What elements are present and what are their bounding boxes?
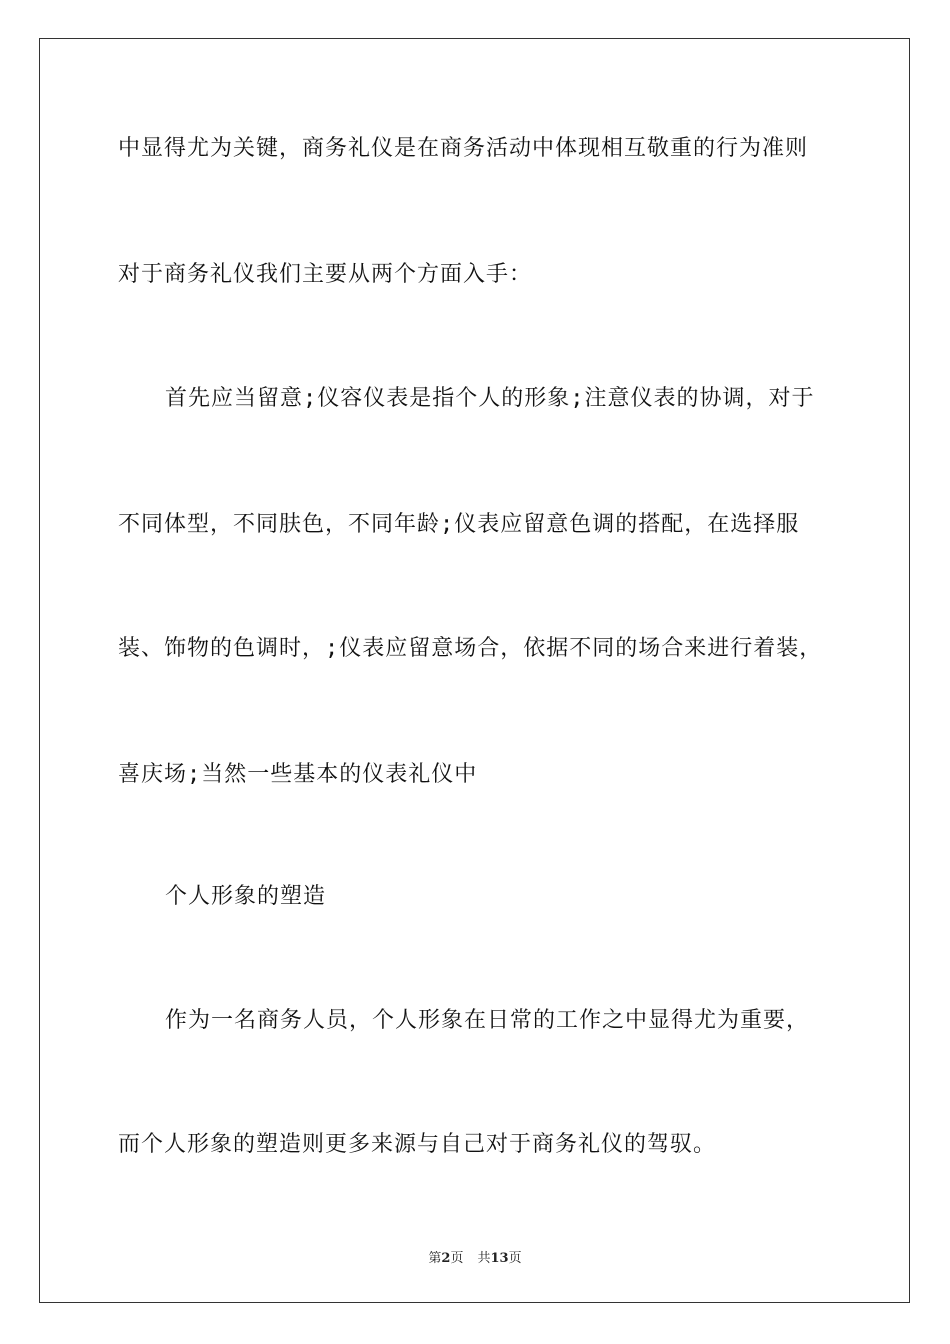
- total-prefix: 共: [477, 1251, 491, 1266]
- total-suffix: 页: [508, 1251, 522, 1266]
- text-line-8: 作为一名商务人员，个人形象在日常的工作之中显得尤为重要，: [165, 1008, 810, 1033]
- text-line-9: 而个人形象的塑造则更多来源与自己对于商务礼仪的驾驭。: [118, 1132, 717, 1157]
- text-line-6: 喜庆场;当然一些基本的仪表礼仪中: [118, 762, 478, 787]
- page-current: 2: [441, 1251, 451, 1266]
- page-prefix: 第: [428, 1251, 442, 1266]
- text-line-1: 中显得尤为关键，商务礼仪是在商务活动中体现相互敬重的行为准则: [118, 136, 809, 161]
- page-footer: [0, 1247, 950, 1266]
- page-total: 13: [490, 1251, 509, 1266]
- text-line-4: 不同体型，不同肤色，不同年龄;仪表应留意色调的搭配，在选择服: [118, 512, 800, 537]
- page-suffix: 页: [450, 1251, 464, 1266]
- section-heading: 个人形象的塑造: [165, 884, 327, 909]
- text-line-3: 首先应当留意;仪容仪表是指个人的形象;注意仪表的协调，对于: [165, 386, 815, 411]
- text-line-2: 对于商务礼仪我们主要从两个方面入手：: [118, 262, 533, 287]
- text-line-5: 装、饰物的色调时，;仪表应留意场合，依据不同的场合来进行着装，: [118, 636, 823, 661]
- page-border: [39, 38, 910, 1303]
